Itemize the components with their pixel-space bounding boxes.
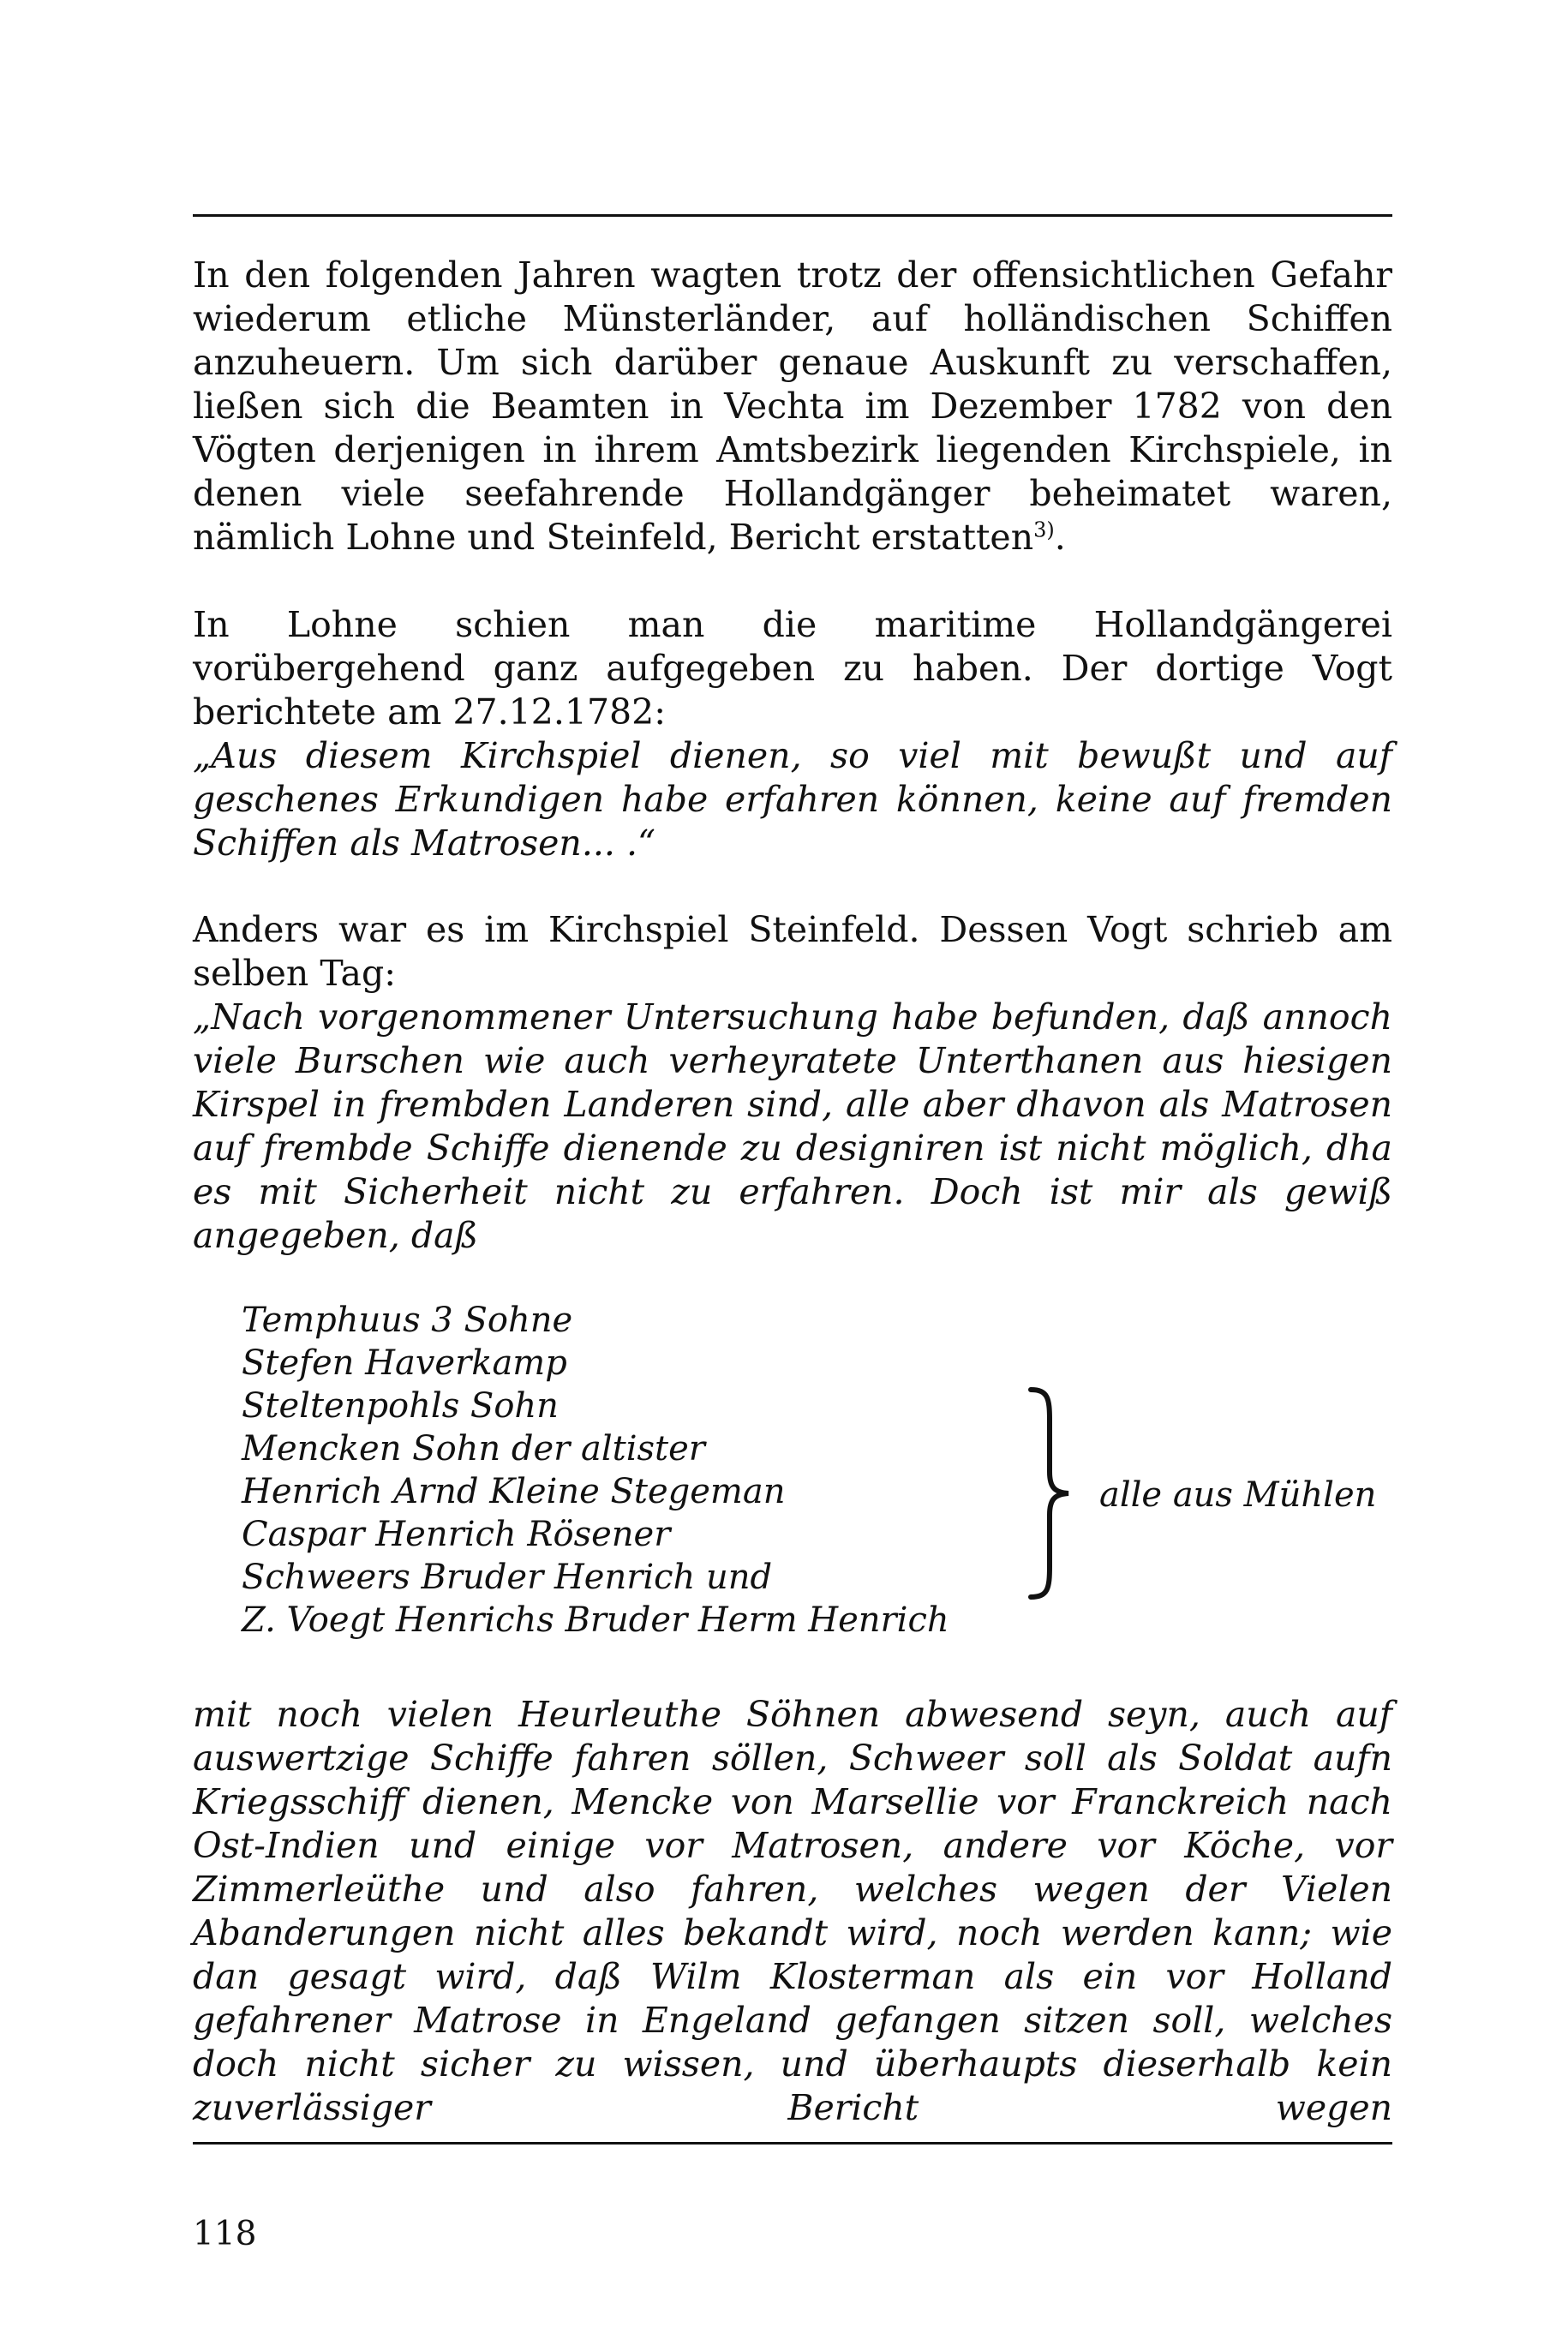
paragraph-intro-text: In den folgenden Jahren wagten trotz der offensichtlichen Gefahr wiederum etliche Münsterländer, auf holländischen Schiffen anzuheuern. Um sich darüber genaue Auskunft zu verschaffen, ließen sich die Beamten in Vechta im Dezember 1782 von den Vögten derjenigen in ihrem Amtsbezirk liegenden Kirchspiele, in denen viele seefahrende Hollandgänger beheimatet waren, nämlich Lohne und Steinfeld, Bericht erstatten: [193, 254, 1392, 558]
name-list-item: Schweers Bruder Henrich und: [242, 1558, 773, 1597]
brace-note: alle aus Mühlen: [1099, 1475, 1377, 1515]
name-list-item: Mencken Sohn der altister: [242, 1429, 705, 1469]
paragraph-continuation-text: mit noch vielen Heurleuthe Söhnen abwesend seyn, auch auf auswertzige Schiffe fahren söllen, Schweer soll als Soldat aufn Kriegsschiff dienen, Mencke von Marsellie vor Franckreich nach Ost-Indien und einige vor Matrosen, andere vor Köche, vor Zimmerleüthe und also fahren, welches wegen der Vielen Abanderungen nicht alles bekandt wird, noch werden kann; wie dan gesagt wird, daß Wilm Klosterman als ein vor Holland gefahrener Matrose in Engeland gefangen sitzen soll, welches doch nicht sicher zu wissen, und überhaupts dieserhalb kein zuverlässiger Bericht wegen: [193, 1694, 1392, 2128]
paragraph-steinfeld: [193, 908, 1392, 1258]
bottom-rule: [193, 2142, 1392, 2145]
page-number: 118: [193, 2215, 257, 2253]
paragraph-intro-end: .: [1054, 517, 1066, 558]
footnote-reference: 3): [1033, 517, 1055, 542]
paragraph-intro: [193, 254, 1392, 559]
quote-lohne: „Aus diesem Kirchspiel dienen, so viel mit bewußt und auf geschenes Erkundigen habe erfahren können, keine auf fremden Schiffen als Matrosen... .“: [193, 735, 1392, 864]
quote-steinfeld: „Nach vorgenommener Untersuchung habe befunden, daß annoch viele Burschen wie auch verheyratete Unterthanen aus hiesigen Kirspel in frembden Landeren sind, alle aber dhavon als Matrosen auf frembde Schiffe dienende zu designiren ist nicht möglich, dha es mit Sicherheit nicht zu erfahren. Doch ist mir als gewiß angegeben, daß: [193, 996, 1392, 1256]
top-rule: [193, 214, 1392, 217]
sailor-name-list: [242, 1299, 1013, 1642]
name-list-item: Z. Voegt Henrichs Bruder Herm Henrich: [242, 1600, 949, 1640]
name-list-item: Steltenpohls Sohn: [242, 1386, 559, 1426]
name-list-item: Henrich Arnd Kleine Stegeman: [242, 1472, 786, 1511]
paragraph-continuation: [193, 1693, 1392, 2130]
name-list-item: Stefen Haverkamp: [242, 1343, 567, 1383]
curly-brace-icon: [1024, 1386, 1075, 1600]
name-list-item: Temphuus 3 Sohne: [242, 1301, 573, 1340]
paragraph-lohne-text: In Lohne schien man die maritime Hollandgängerei vorübergehend ganz aufgegeben zu haben. Der dortige Vogt berichtete am 27.12.1782:: [193, 604, 1392, 733]
paragraph-steinfeld-text: Anders war es im Kirchspiel Steinfeld. Dessen Vogt schrieb am selben Tag:: [193, 909, 1392, 994]
name-list-item: Caspar Henrich Rösener: [242, 1515, 671, 1554]
paragraph-lohne: [193, 603, 1392, 865]
